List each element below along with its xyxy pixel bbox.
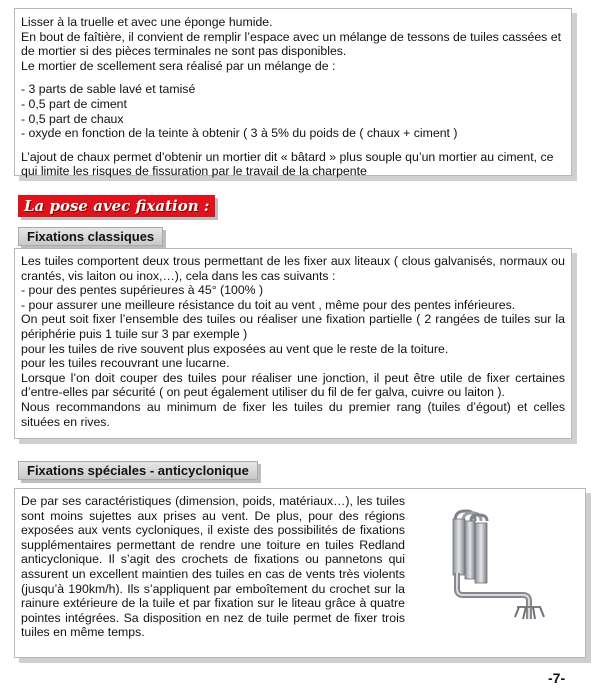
- intro-line: En bout de faîtière, il convient de remplir l’espace avec un mélange de tessons de tuiles cassées et de mortier si des pièces terminales ne sont pas disponibles.: [21, 29, 562, 59]
- classic-line: pour les tuiles de rive souvent plus exposées au vent que le reste de la toiture.: [21, 341, 449, 356]
- page-number: -7-: [548, 670, 566, 686]
- classic-box: [14, 248, 572, 439]
- classic-line: Lorsque l’on doit couper des tuiles pour réaliser une jonction, il peut être utile de fixer certaines d’entre-elles par sécurité ( on peut également utiliser du fil de fer galva, cuivre ou laiton ).: [21, 370, 565, 400]
- intro-line: Lisser à la truelle et avec une éponge humide.: [21, 15, 273, 29]
- classic-line: - pour des pentes supérieures à 45° (100% ): [21, 283, 264, 298]
- section-title: La pose avec fixation :: [18, 195, 215, 217]
- classic-heading: Fixations classiques: [18, 227, 163, 246]
- special-heading: Fixations spéciales - anticyclonique: [18, 461, 258, 480]
- classic-line: Les tuiles comportent deux trous permettant de les fixer aux liteaux ( clous galvanisés, normaux ou crantés, vis laiton ou inox,…), cela dans les cas suivants :: [21, 254, 565, 283]
- special-text: De par ses caractéristiques (dimension, poids, matériaux…), les tuiles sont moins sujettes aux prises au vent. De plus, pour des régions exposées aux vents cycloniques, il existe des possibilités de fixations supplémentaires permettant de rendre une toiture en tuiles Redland anticyclonique. Il s’agit des crochets de fixations ou pannetons qui assurent un excellent maintien des tuiles en cas de vents très violents (jusqu’à 190km/h). Ils s’appliquent par emboîtement du crochet sur la rainure extérieure de la tuile et par fixation sur le liteau grâce à quatre pointes intégrées. Sa disposition en nez de tuile permet de fixer trois tuiles en même temps.: [21, 494, 405, 640]
- classic-line: Nous recommandons au minimum de fixer les tuiles du premier rang (tuiles d’égout) et celles situées en rives.: [21, 399, 565, 429]
- special-box: [14, 488, 586, 658]
- anticyclonic-hook-icon: [435, 503, 555, 628]
- mix-item: - 0,5 part de ciment: [21, 96, 127, 111]
- mix-item: - 3 parts de sable lavé et tamisé: [21, 82, 196, 97]
- mix-item: - oxyde en fonction de la teinte à obtenir ( 3 à 5% du poids de ( chaux + ciment ): [21, 126, 458, 141]
- intro-box: [14, 8, 572, 179]
- intro-closing: L’ajout de chaux permet d’obtenir un mortier dit « bâtard » plus souple qu’un mortier au ciment, ce qui limite les risques de fissuration par le travail de la charpente: [21, 149, 554, 179]
- classic-line: On peut soit fixer l’ensemble des tuiles ou réaliser une fixation partielle ( 2 rangées de tuiles sur la périphérie puis 1 tuile sur 3 par exemple ): [21, 312, 565, 341]
- classic-line: pour les tuiles recouvrant une lucarne.: [21, 356, 230, 371]
- classic-line: - pour assurer une meilleure résistance du toit au vent , même pour des pentes inférieures.: [21, 297, 516, 312]
- intro-line: Le mortier de scellement sera réalisé par un mélange de :: [21, 58, 336, 73]
- mix-item: - 0,5 part de chaux: [21, 111, 124, 126]
